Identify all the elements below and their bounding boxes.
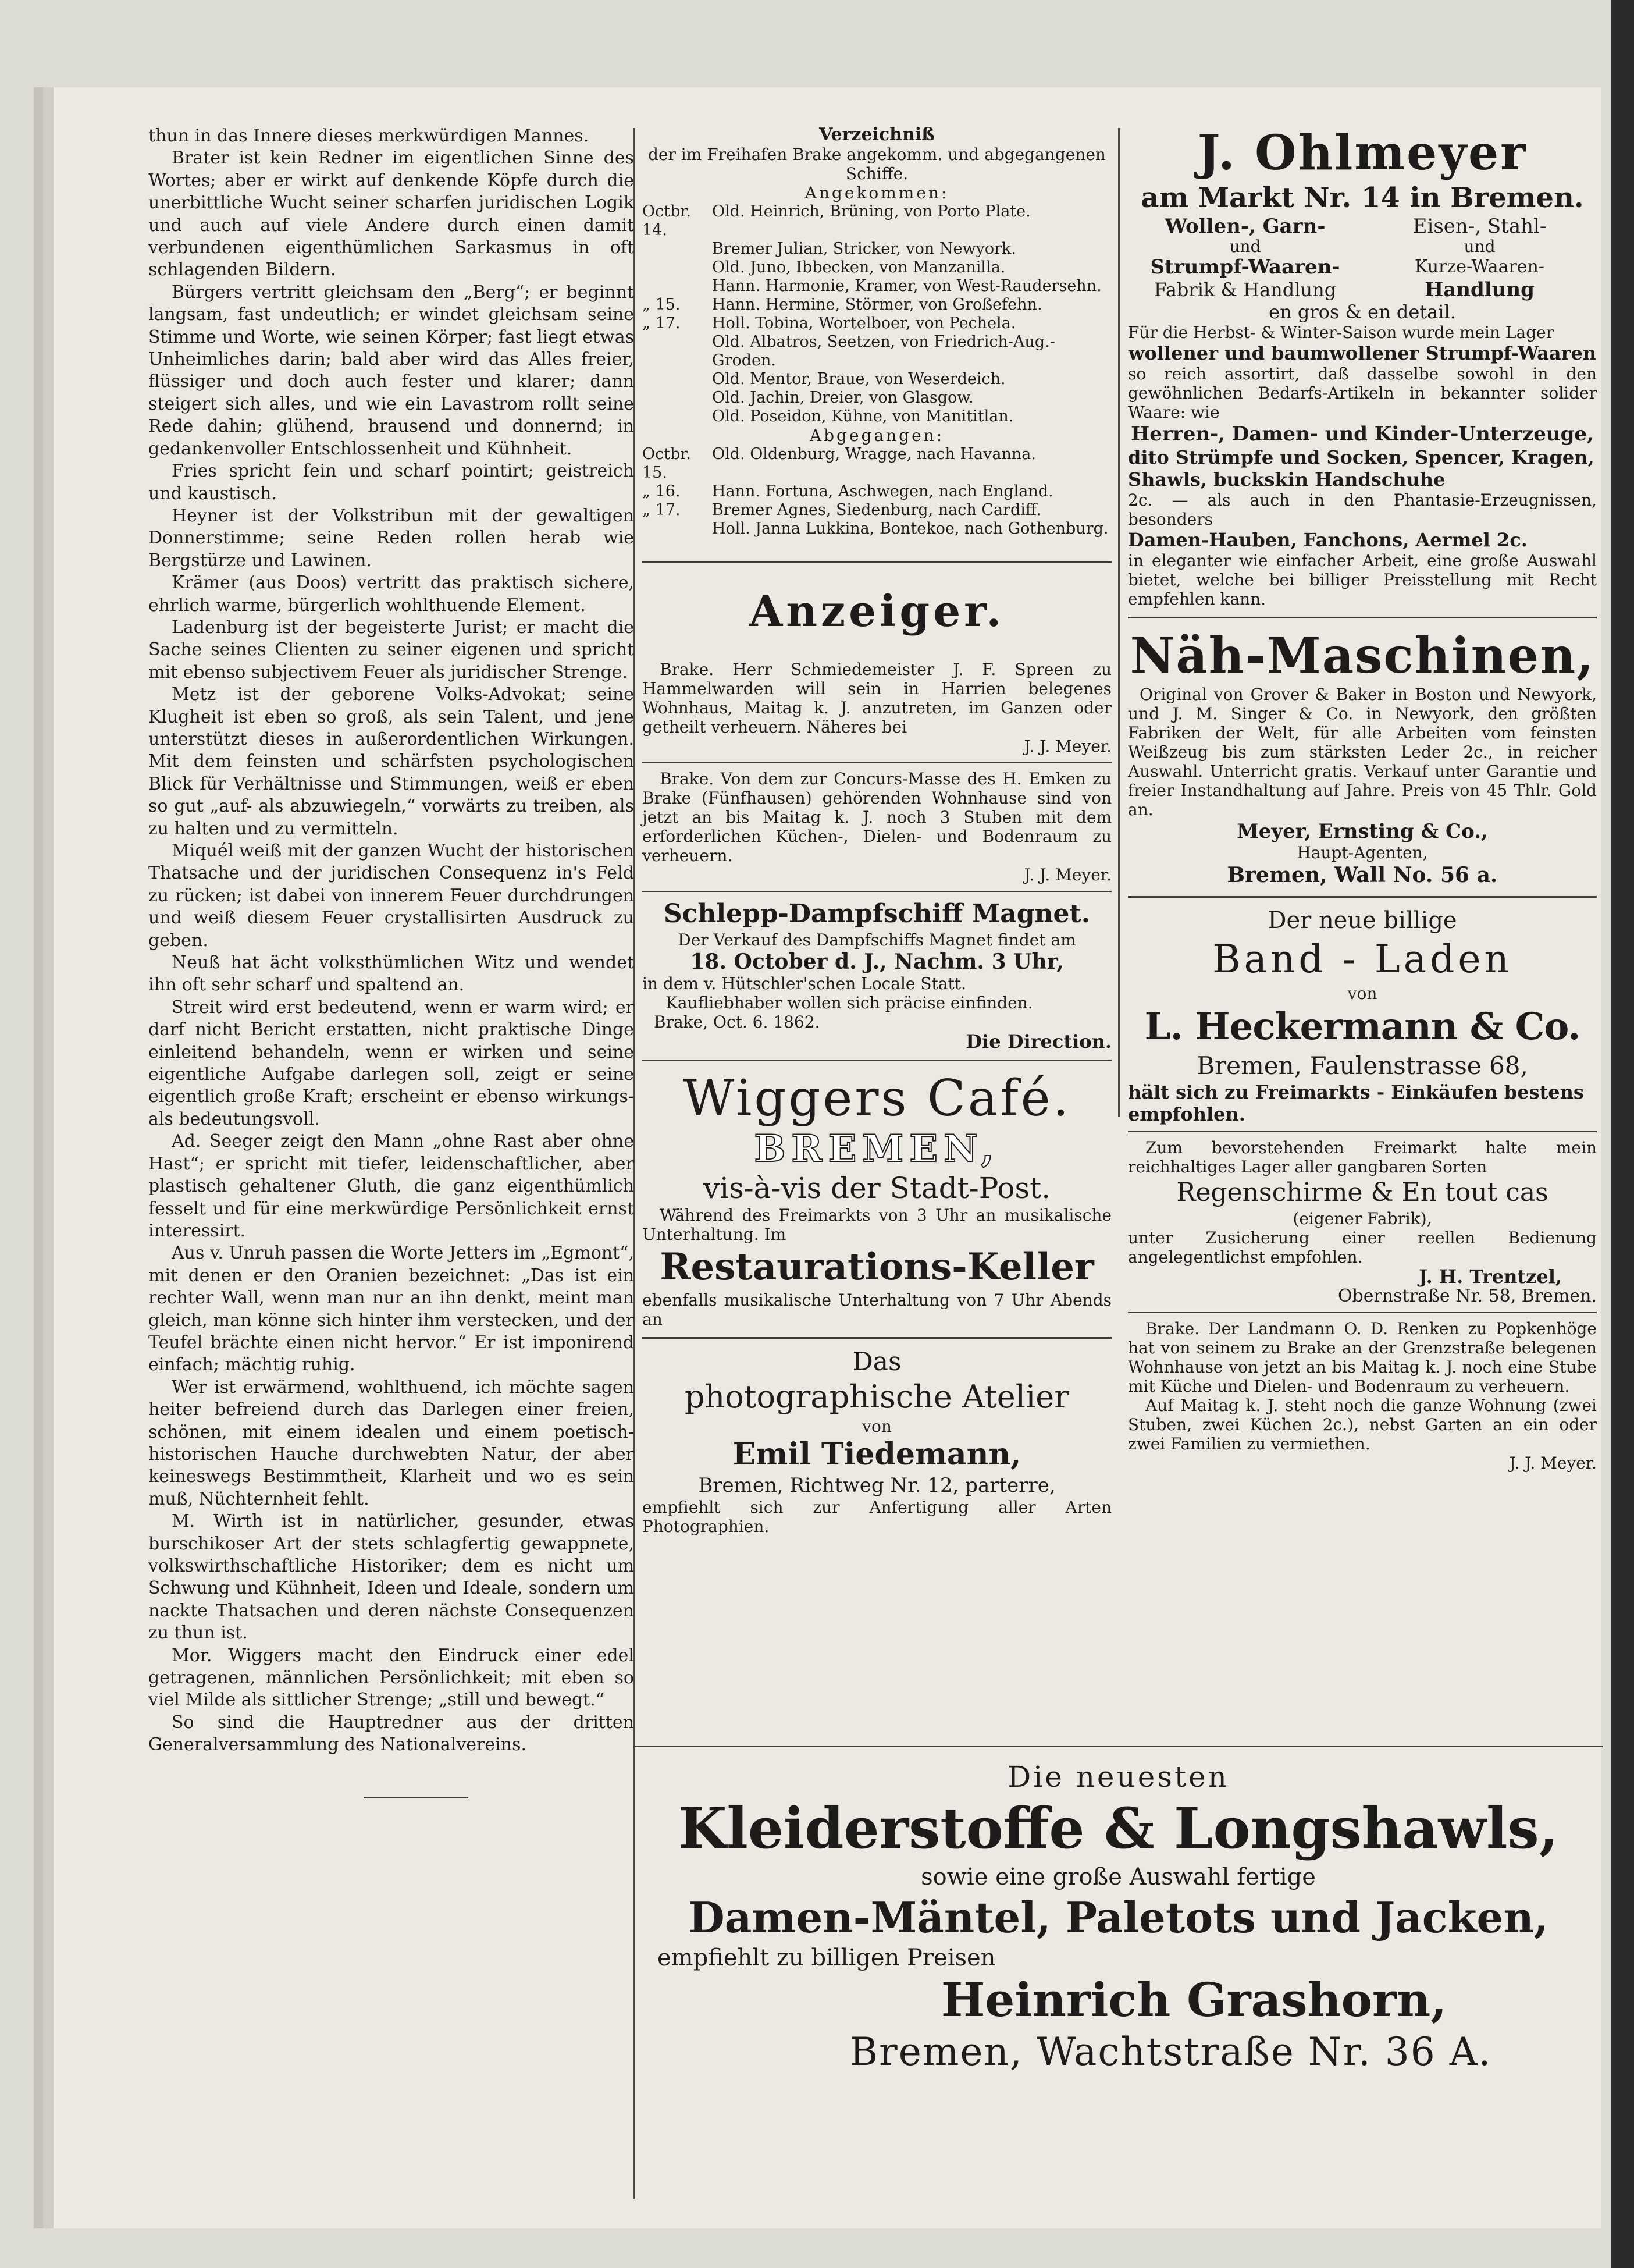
ship-register — [642, 125, 1112, 538]
ad-schmiedemeister: Brake. Herr Schmiedemeister J. F. Spreen zu Hammelwarden will sein in Harrien belegenes Wohnhaus, Maitag k. J. anzutreten, im Ganzen oder getheilt verheuern. Näheres bei J. J. Meyer. — [642, 660, 1112, 756]
ad-grashorn: Die neuesten Kleiderstoffe & Longshawls, sowie eine große Auswahl fertige Damen-Mäntel, Paletots und Jacken, empfiehlt zu billigen Preisen Heinrich Grashorn, Bremen, Wachtstraße Nr. 36 A. — [634, 1746, 1603, 2077]
ship-entry: Holl. Janna Lukkina, Bontekoe, nach Gothenburg. — [712, 520, 1109, 538]
ad-wiggers-cafe: Wiggers Café. BREMEN, vis-à-vis der Stadt-Post. Während des Freimarkts von 3 Uhr an musikalische Unterhaltung. Im Restaurations-Keller ebenfalls musikalische Unterhaltung von 7 Uhr Abends an — [642, 1069, 1112, 1329]
left-column-article — [148, 125, 634, 1798]
departed-heading: Abgegangen: — [809, 426, 945, 445]
ship-register-title: Verzeichniß — [818, 125, 935, 145]
article-paragraph: Metz ist der geborene Volks-Advokat; seine Klugheit ist eben so groß, als sein Talent, und jene unterstützt dieses in außerordentlichen Wirkungen. Mit dem feinsten und schärfsten psychologischen Blick für Verhältnisse und Stimmungen, weiß er eben so gut „auf- als abzuwiegeln,“ vorwärts zu treiben, als zu halten und zu vermitteln. — [148, 684, 634, 839]
ad-concurs-masse: Brake. Von dem zur Concurs-Masse des H. Emken zu Brake (Fünfhausen) gehörenden Wohnhause sind von jetzt an bis Maitag k. J. noch 3 Stuben mit dem erforderlichen Küchen-, Dielen- und Bodenraum zu verheuern. J. J. Meyer. — [642, 769, 1112, 884]
article-paragraph: Miquél weiß mit der ganzen Wucht der historischen Thatsache und der juridischen Consequenz in's Feld zu rücken; ist dabei von innerem Feuer durchdrungen und weiß diesem Feuer crystallisirten Ausdruck zu geben. — [148, 841, 634, 951]
ad-dampfschiff: Schlepp-Dampfschiff Magnet. Der Verkauf des Dampfschiffs Magnet findet am 18. October d. J., Nachm. 3 Uhr, in dem v. Hütschler'schen Locale Statt. Kaufliebhaber wollen sich präcise einfinden. Brake, Oct. 6. 1862. Die Direction. — [642, 899, 1112, 1053]
ad-renken: Brake. Der Landmann O. D. Renken zu Popkenhöge hat von seinem zu Brake an der Grenzstraße belegenen Wohnhause von jetzt an bis Maitag k. J. noch eine Stube mit Küche und Dielen- und Bodenraum zu verheuern. Auf Maitag k. J. steht noch die ganze Wohnung (zwei Stuben, zwei Küchen 2c.), nebst Garten an ein oder zwei Familien zu vermiethen. J. J. Meyer. — [1128, 1319, 1597, 1473]
ship-entry: Old. Poseidon, Kühne, von Manititlan. — [712, 407, 1014, 425]
article-paragraph: Wer ist erwärmend, wohlthuend, ich möchte sagen heiter befreiend durch das Darlegen einer freien, schönen, mit einem idealen und einem poetisch-historischen Hauche durchwebten Natur, der aber keineswegs Bestimmtheit, Klarheit und wo es sein muß, Nüchternheit fehlt. — [148, 1377, 634, 1509]
page-edge — [1611, 0, 1634, 2268]
ship-entry: „ 17. Holl. Tobina, Wortelboer, von Pechela. — [642, 314, 1016, 332]
divider — [1128, 1312, 1597, 1313]
article-paragraph: Ladenburg ist der begeisterte Jurist; er macht die Sache seines Clienten zu seiner eigenen und spricht mit ebenso subjectivem Feuer als juridischer Strenge. — [148, 617, 634, 682]
ship-entry: „ 15. Hann. Hermine, Störmer, von Großefehn. — [642, 296, 1042, 314]
divider — [1128, 896, 1597, 898]
article-paragraph: Aus v. Unruh passen die Worte Jetters im „Egmont“, mit denen er den Oranien bezeichnet: „Das ist ein rechter Wall, wenn man nur an ihn denkt, meint man gleich, man könne sich hinter ihm verstecken, und der Teufel brächte einen nicht hervor.“ Er ist imponirend einfach; mächtig ruhig. — [148, 1243, 634, 1375]
divider — [642, 561, 1112, 563]
divider — [1128, 1131, 1597, 1132]
end-rule — [364, 1797, 468, 1798]
ship-entry: „ 16. Hann. Fortuna, Aschwegen, nach England. — [642, 482, 1053, 500]
ship-entry: Octbr. 14. Old. Heinrich, Brüning, von Porto Plate. — [642, 202, 1031, 239]
article-paragraph: Mor. Wiggers macht den Eindruck einer edel getragenen, männlichen Persönlichkeit; mit eben so viel Milde als sittlicher Strenge; „still und bewegt.“ — [148, 1645, 634, 1711]
article-paragraph: Streit wird erst bedeutend, wenn er warm wird; er darf nicht Bericht erstatten, nicht praktische Dinge einleitend behandeln, wenn er wirken und seine eigentliche Aufgabe darlegen soll, zeigt er seine eigentlich große Kraft; erscheint er ebenso wirkungs- als bedeutungsvoll. — [148, 997, 634, 1129]
arrived-heading: Angekommen: — [804, 183, 949, 202]
ship-entry: Old. Jachin, Dreier, von Glasgow. — [712, 389, 974, 407]
ship-entry: Octbr. 15. Old. Oldenburg, Wragge, nach Havanna. — [642, 445, 1036, 482]
ad-photographisches-atelier: Das photographische Atelier von Emil Tiedemann, Bremen, Richtweg Nr. 12, parterre, empfiehlt sich zur Anfertigung aller Arten Photographien. — [642, 1347, 1112, 1536]
ship-entry: Old. Juno, Ibbecken, von Manzanilla. — [712, 258, 1006, 276]
article-paragraph: Neuß hat ächt volksthümlichen Witz und wendet ihn oft sehr scharf und spaltend an. — [148, 952, 634, 996]
article-paragraph: Brater ist kein Redner im eigentlichen Sinne des Wortes; aber er wirkt auf denkende Köpfe durch die unerbittliche Wucht seiner scharfen juridischen Logik und auch auf viele Andere durch einen damit verbundenen eigenthümlichen Sarkasmus in oft schlagenden Bildern. — [148, 148, 634, 280]
divider — [642, 891, 1112, 892]
article-paragraph: Heyner ist der Volkstribun mit der gewaltigen Donnerstimme; seine Reden rollen herab wie Bergstürze und Lawinen. — [148, 505, 634, 571]
right-column — [1120, 125, 1603, 1473]
anzeiger-heading: Anzeiger. — [749, 586, 1005, 637]
article-paragraph: So sind die Hauptredner aus der dritten Generalversammlung des Nationalvereins. — [148, 1712, 634, 1755]
article-paragraph: Krämer (aus Doos) vertritt das praktisch sichere, ehrlich warme, bürgerlich wohlthuende Element. — [148, 573, 634, 616]
ship-entry: Old. Mentor, Braue, von Weserdeich. — [712, 370, 1006, 388]
divider — [1128, 617, 1597, 618]
ad-naehmaschinen: Näh-Maschinen, Original von Grover & Baker in Boston und Newyork, und J. M. Singer & Co. in Newyork, den größten Fabriken der Welt, für alle Arbeiten vom feinsten Weißzeug bis zum stärksten Leder 2c., in reicher Auswahl. Unterricht gratis. Verkauf unter Garantie und freier Instandhaltung auf Jahre. Preis von 45 Thlr. Gold an. Meyer, Ernsting & Co., Haupt-Agenten, Bremen, Wall No. 56 a. — [1128, 627, 1597, 887]
article-paragraph: Fries spricht fein und scharf pointirt; geistreich und kaustisch. — [148, 461, 634, 504]
ship-entry: Hann. Harmonie, Kramer, von West-Raudersehn. — [712, 277, 1102, 295]
divider — [642, 762, 1112, 763]
article-paragraph: thun in das Innere dieses merkwürdigen Mannes. — [148, 126, 589, 146]
ad-regenschirme: Zum bevorstehenden Freimarkt halte mein reichhaltiges Lager aller gangbaren Sorten Regenschirme & En tout cas (eigener Fabrik), unter Zusicherung einer reellen Bedienung angelegentlichst empfohlen. J. H. Trentzel, Obernstraße Nr. 58, Bremen. — [1128, 1138, 1597, 1306]
article-paragraph: Bürgers vertritt gleichsam den „Berg“; er beginnt langsam, fast undeutlich; er windet gleichsam seine Stimme und Worte, wie seinen Körper; fast liegt etwas Unheimliches darin; bald aber wird das Alles freier, flüssiger und doch auch fester und klarer; dann steigert sich alles, und wie ein Lavastrom rollt seine Rede dahin; glühend, brausend und donnernd; in gedankenvoller Entschlossenheit und Kühnheit. — [148, 282, 634, 459]
ad-ohlmeyer: J. Ohlmeyer am Markt Nr. 14 in Bremen. Wollen-, Garn- und Strumpf-Waaren- Fabrik & Handlung Eisen-, Stahl- und Kurze-Waaren- Handlung en gros & en detail. Für die Herbst- & Winter-Saison wurde mein Lager wollener und baumwollener Strumpf-Waaren so reich assortirt, daß dasselbe sowohl in den gewöhnlichen Bedarfs-Artikeln in bekannter solider Waare: wie Herren-, Damen- und Kinder-Unterzeuge, dito Strümpfe und Socken, Spencer, Kragen, Shawls, buckskin Handschuhe 2c. — als auch in den Phantasie-Erzeugnissen, besonders Damen-Hauben, Fanchons, Aermel 2c. in eleganter wie einfacher Arbeit, eine große Auswahl bietet, welche bei billiger Preisstellung mit Recht empfehlen kann. — [1128, 125, 1597, 609]
divider — [642, 1060, 1112, 1061]
middle-column — [634, 125, 1120, 1536]
ship-entry: „ 17. Bremer Agnes, Siedenburg, nach Cardiff. — [642, 501, 1041, 519]
article-paragraph: Ad. Seeger zeigt den Mann „ohne Rast aber ohne Hast“; er spricht mit tiefer, leidenschaftlicher, aber plastisch gehaltener Gluth, die ganz eigenthümlich fesselt und für eine merkwürdige Persönlichkeit ernst interessirt. — [148, 1131, 634, 1241]
ship-entry: Bremer Julian, Stricker, von Newyork. — [712, 240, 1016, 258]
ship-entry: Old. Albatros, Seetzen, von Friedrich-Aug.-Groden. — [712, 333, 1055, 369]
ad-band-laden: Der neue billige Band - Laden von L. Heckermann & Co. Bremen, Faulenstrasse 68, hält sich zu Freimarkts - Einkäufen bestens empfohlen. — [1128, 907, 1584, 1125]
article-paragraph: M. Wirth ist in natürlicher, gesunder, etwas burschikoser Art der stets schlagfertig gewappnete, volkswirthschaftliche Historiker; dem es nicht um Schwung und Kühnheit, Ideen und Ideale, sondern um nackte Thatsachen und deren nächste Consequenzen zu thun ist. — [148, 1511, 634, 1644]
divider — [642, 1337, 1112, 1339]
ship-register-subtitle: der im Freihafen Brake angekomm. und abgegangenen Schiffe. — [648, 145, 1106, 183]
